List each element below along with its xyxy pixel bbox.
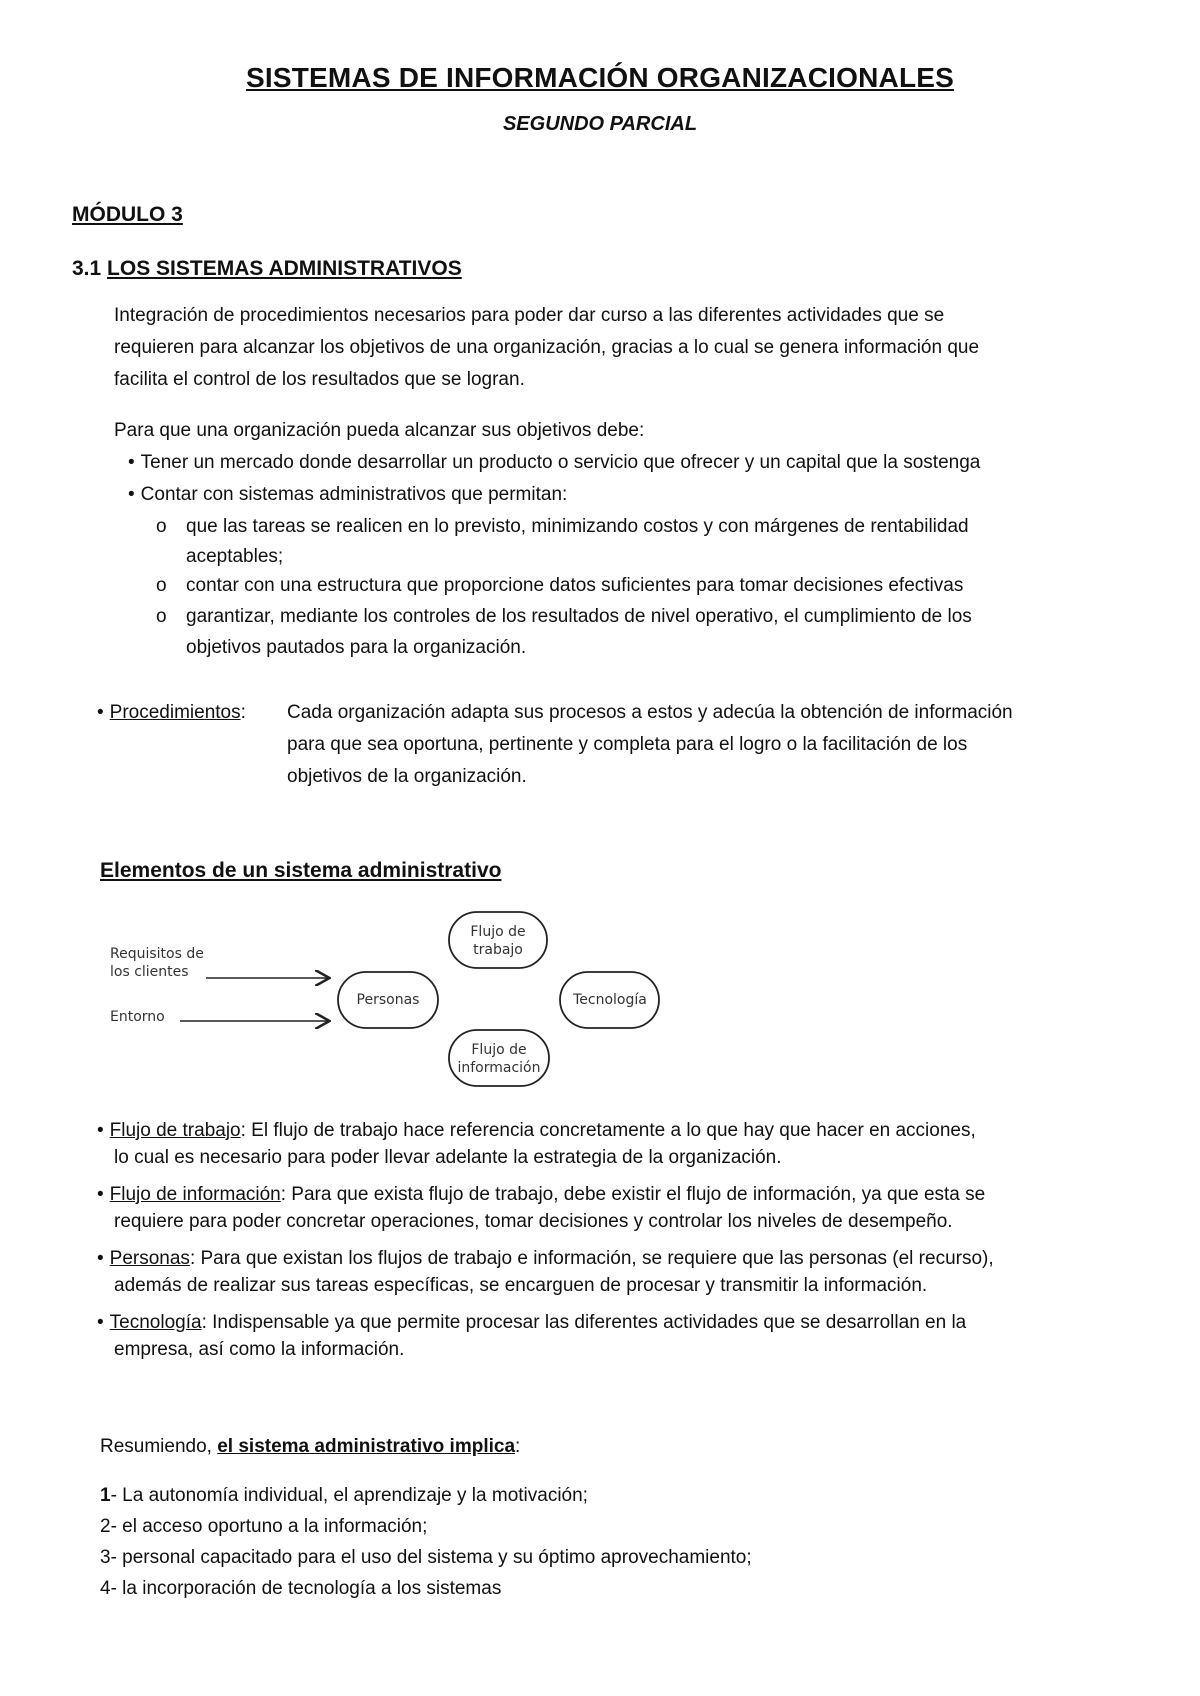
- input-entorno: Entorno: [110, 1009, 165, 1025]
- sub-bullet-1-line-1: que las tareas se realicen en lo previsto, minimizando costos y con márgenes de rentabilidad: [186, 516, 969, 537]
- flow-label: Personas: [109, 1248, 190, 1269]
- flow-line-2: empresa, así como la información.: [114, 1338, 405, 1360]
- flow-label: Flujo de información: [109, 1184, 281, 1205]
- document-subtitle: SEGUNDO PARCIAL: [502, 113, 698, 135]
- flow-item: [97, 1118, 1147, 1172]
- objective-bullet-1-text: Tener un mercado donde desarrollar un producto o servicio que ofrecer y un capital que la sostenga: [140, 452, 981, 473]
- summary-lead: [100, 1434, 1120, 1461]
- flow-line-1: : Para que exista flujo de trabajo, debe existir el flujo de información, ya que esta se: [280, 1184, 986, 1205]
- summary-item-4: 4- la incorporación de tecnología a los sistemas: [100, 1578, 502, 1599]
- flow-line-1: : Indispensable ya que permite procesar las diferentes actividades que se desarrollan en la: [201, 1312, 967, 1333]
- elements-heading: Elementos de un sistema administrativo: [100, 859, 502, 882]
- procedimientos-line-2: para que sea oportuna, pertinente y completa para el logro o la facilitación de los: [287, 734, 968, 755]
- node-flujo-informacion-line-1: Flujo de: [471, 1042, 527, 1058]
- flow-bullet: [97, 1184, 110, 1205]
- flow-line-2: lo cual es necesario para poder llevar adelante la estrategia de la organización.: [114, 1146, 782, 1168]
- summary-item-1: [100, 1483, 1120, 1510]
- objective-bullet-2-text: Contar con sistemas administrativos que permitan:: [140, 484, 568, 505]
- flow-item: [97, 1246, 1147, 1300]
- section-title: LOS SISTEMAS ADMINISTRATIVOS: [107, 257, 462, 280]
- objectives-lead: Para que una organización pueda alcanzar sus objetivos debe:: [114, 420, 645, 441]
- flow-label: Tecnología: [109, 1312, 202, 1333]
- summary-item-2: 2- el acceso oportuno a la información;: [100, 1516, 428, 1537]
- objective-bullet-2: [128, 482, 1148, 509]
- objective-bullet-1: [128, 450, 1148, 477]
- procedimientos-line-3: objetivos de la organización.: [287, 766, 527, 787]
- node-flujo-trabajo-line-1: Flujo de: [470, 924, 526, 940]
- flow-item: [97, 1182, 1147, 1236]
- node-tecnologia-label: Tecnología: [573, 992, 647, 1008]
- sub-bullet-2: contar con una estructura que proporcione datos suficientes para tomar decisiones efectivas: [186, 575, 964, 596]
- input-requisitos-line-1: Requisitos de: [110, 946, 204, 962]
- summary-item-1-text: - La autonomía individual, el aprendizaje y la motivación;: [110, 1485, 588, 1506]
- flow-bullet: [97, 1312, 110, 1333]
- module-heading: MÓDULO 3: [72, 203, 183, 226]
- node-personas-label: Personas: [356, 992, 420, 1008]
- summary-lead-end: :: [515, 1436, 521, 1457]
- intro-line-2: requieren para alcanzar los objetivos de una organización, gracias a lo cual se genera información que: [114, 337, 980, 358]
- sub-bullet-marker-3: o: [156, 606, 167, 627]
- intro-line-3: facilita el control de los resultados que se logran.: [114, 369, 525, 390]
- sub-bullet-1-line-2: aceptables;: [186, 546, 284, 567]
- section-heading: [72, 254, 462, 284]
- sub-bullet-marker-2: o: [156, 575, 167, 596]
- sub-bullet-3-line-2: objetivos pautados para la organización.: [186, 637, 527, 658]
- elements-diagram: [96, 896, 736, 1096]
- flow-item: [97, 1310, 1147, 1364]
- procedimientos-line-1: Cada organización adapta sus procesos a estos y adecúa la obtención de información: [287, 702, 1013, 723]
- summary-item-3: 3- personal capacitado para el uso del sistema y su óptimo aprovechamiento;: [100, 1547, 752, 1568]
- procedimientos-bullet: [97, 700, 246, 727]
- flow-line-1: : El flujo de trabajo hace referencia concretamente a lo que hay que hacer en acciones,: [240, 1120, 976, 1141]
- input-requisitos-line-2: los clientes: [110, 964, 189, 980]
- flow-bullet: [97, 1248, 110, 1269]
- sub-bullet-marker-1: o: [156, 516, 167, 537]
- flow-line-1: : Para que existan los flujos de trabajo e información, se requiere que las personas (el recurso),: [189, 1248, 994, 1269]
- procedimientos-label: Procedimientos: [109, 702, 241, 723]
- section-number: 3.1: [72, 257, 108, 280]
- node-flujo-trabajo: [449, 912, 547, 968]
- procedimientos-colon: :: [240, 702, 246, 723]
- flow-line-2: además de realizar sus tareas específicas, se encarguen de procesar y transmitir la información.: [114, 1274, 928, 1296]
- flow-bullet: [97, 1120, 110, 1141]
- node-flujo-informacion: [449, 1030, 549, 1086]
- summary-item-1-number: 1: [100, 1485, 111, 1506]
- flow-label: Flujo de trabajo: [109, 1120, 241, 1141]
- node-flujo-trabajo-line-2: trabajo: [473, 942, 523, 958]
- intro-line-1: Integración de procedimientos necesarios para poder dar curso a las diferentes actividades que se: [114, 305, 945, 326]
- node-flujo-informacion-line-2: información: [457, 1060, 541, 1076]
- flow-line-2: requiere para poder concretar operaciones, tomar decisiones y controlar los niveles de desempeño.: [114, 1210, 953, 1232]
- sub-bullet-3-line-1: garantizar, mediante los controles de los resultados de nivel operativo, el cumplimiento de los: [186, 606, 972, 627]
- summary-lead-text: Resumiendo,: [100, 1436, 218, 1457]
- summary-lead-emphasis: el sistema administrativo implica: [217, 1436, 516, 1457]
- document-title: SISTEMAS DE INFORMACIÓN ORGANIZACIONALES: [245, 62, 954, 93]
